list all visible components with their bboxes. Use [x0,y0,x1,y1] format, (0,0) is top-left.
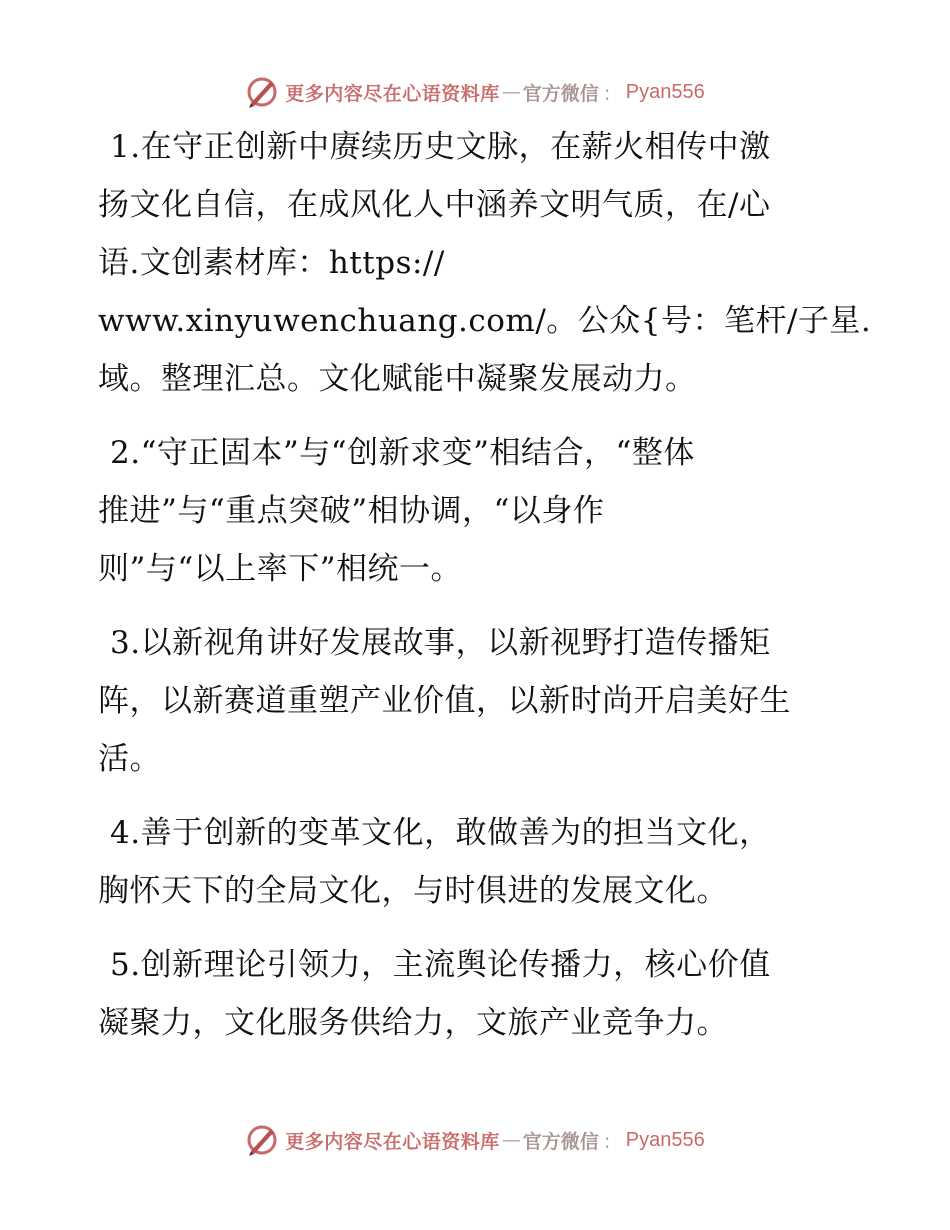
paragraph-line: 语.文创素材库：https:// [98,245,445,281]
footer-wechat-label: 官方微信 [522,1130,599,1153]
pen-circle-logo-icon [245,1123,279,1157]
header-wechat-label: 官方微信 [522,82,599,105]
paragraph-line: 域。整理汇总。文化赋能中凝聚发展动力。 [98,361,697,397]
paragraph-4 [98,804,858,920]
paragraph-line: 胸怀天下的全局文化，与时俱进的发展文化。 [98,873,728,909]
paragraph-line: 凝聚力，文化服务供给力，文旅产业竞争力。 [98,1005,728,1041]
paragraph-2 [98,424,858,598]
paragraph-line: 1.在守正创新中赓续历史文脉，在薪火相传中激 [110,129,771,165]
document-body [98,118,872,1068]
paragraph-line: www.xinyuwenchuang.com/。公众{号：笔杆/子星. [98,303,872,339]
footer-dash: — [501,1129,521,1151]
paragraph-line: 5.创新理论引领力，主流舆论传播力，核心价值 [110,947,771,983]
paragraph-3 [98,614,858,788]
paragraph-5 [98,936,858,1052]
footer-wechat-handle: Pyan556 [625,1128,705,1151]
paragraph-line: 推进”与“重点突破”相协调，“以身作 [98,493,605,529]
paragraph-line: 3.以新视角讲好发展故事，以新视野打造传播矩 [110,625,771,661]
footer-slogan: 更多内容尽在心语资料库 [285,1130,500,1153]
header-colon: ： [602,82,622,105]
footer-banner [0,1120,950,1160]
paragraph-1 [98,118,872,408]
header-dash: — [501,81,521,103]
paragraph-line: 阵，以新赛道重塑产业价值，以新时尚开启美好生 [98,683,791,719]
paragraph-line: 4.善于创新的变革文化，敢做善为的担当文化， [110,815,771,851]
header-banner [0,72,950,112]
header-wechat-handle: Pyan556 [625,80,705,103]
paragraph-line: 活。 [98,741,161,777]
footer-colon: ： [602,1130,622,1153]
paragraph-line: 则”与“以上率下”相统一。 [98,551,463,587]
paragraph-line: 扬文化自信，在成风化人中涵养文明气质，在/心 [98,187,771,223]
header-slogan: 更多内容尽在心语资料库 [285,82,500,105]
paragraph-line: 2.“守正固本”与“创新求变”相结合，“整体 [110,435,695,471]
pen-circle-logo-icon [245,75,279,109]
